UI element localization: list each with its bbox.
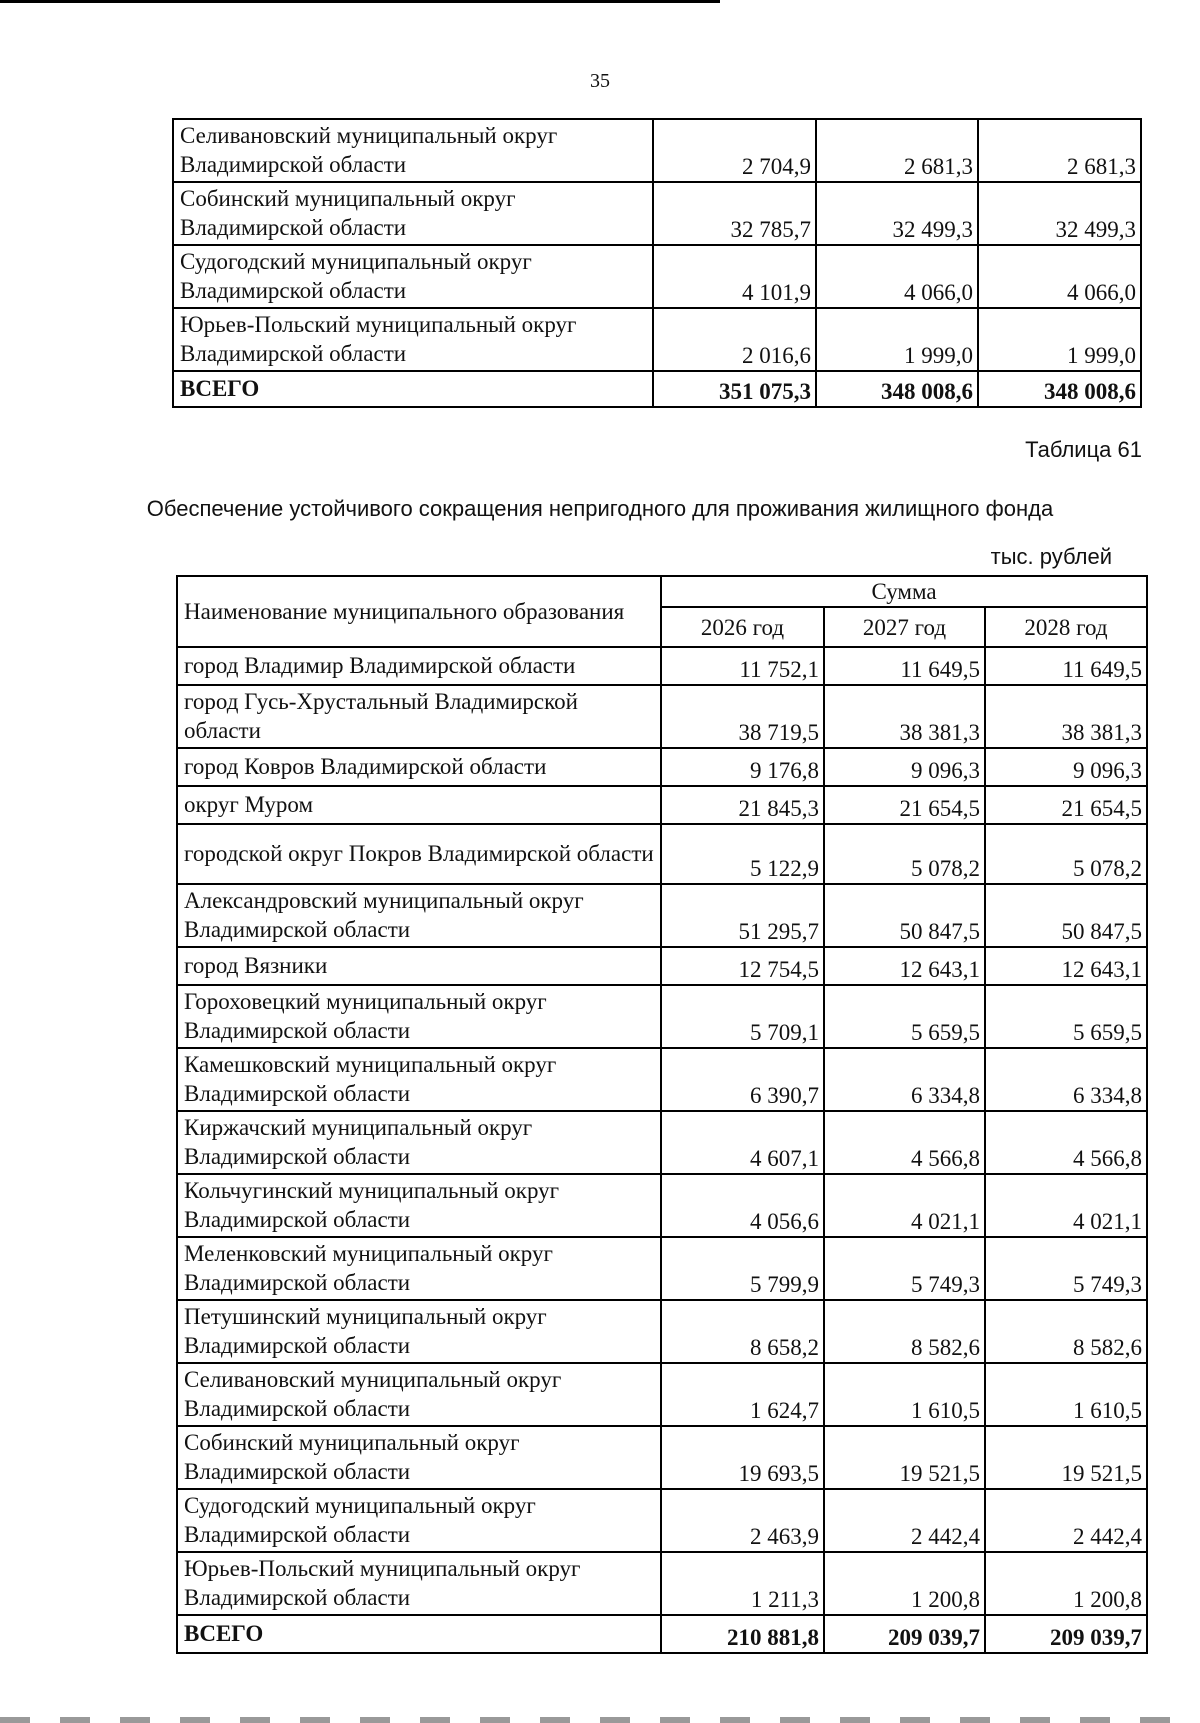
total-2026: 210 881,8	[661, 1615, 824, 1653]
value-2028: 4 066,0	[978, 245, 1141, 308]
table-row	[177, 1489, 1147, 1552]
value-2026: 12 754,5	[661, 947, 824, 985]
value-2027: 11 649,5	[824, 647, 985, 685]
total-2026: 351 075,3	[653, 371, 816, 407]
total-2027: 209 039,7	[824, 1615, 985, 1653]
total-2028: 209 039,7	[985, 1615, 1147, 1653]
value-2028: 9 096,3	[985, 748, 1147, 786]
row-name: Гороховецкий муниципальный округ Владимирской области	[177, 985, 661, 1048]
value-2028: 1 999,0	[978, 308, 1141, 371]
row-name: Меленковский муниципальный округ Владимирской области	[177, 1237, 661, 1300]
row-name: Киржачский муниципальный округ Владимирской области	[177, 1111, 661, 1174]
value-2028: 32 499,3	[978, 182, 1141, 245]
row-name: Судогодский муниципальный округ Владимирской области	[177, 1489, 661, 1552]
table-row	[177, 647, 1147, 685]
total-2028: 348 008,6	[978, 371, 1141, 407]
total-label: ВСЕГО	[173, 371, 653, 407]
header-name-column: Наименование муниципального образования	[177, 576, 661, 647]
value-2028: 21 654,5	[985, 786, 1147, 824]
total-row	[177, 1615, 1147, 1653]
table-previous-continuation	[172, 118, 1142, 408]
value-2027: 50 847,5	[824, 884, 985, 947]
value-2026: 6 390,7	[661, 1048, 824, 1111]
value-2027: 2 681,3	[816, 119, 978, 182]
value-2027: 12 643,1	[824, 947, 985, 985]
value-2026: 1 211,3	[661, 1552, 824, 1615]
value-2027: 4 566,8	[824, 1111, 985, 1174]
table-61	[176, 575, 1148, 1654]
row-name: город Вязники	[177, 947, 661, 985]
table-row	[177, 1048, 1147, 1111]
value-2026: 2 463,9	[661, 1489, 824, 1552]
value-2026: 2 704,9	[653, 119, 816, 182]
value-2026: 9 176,8	[661, 748, 824, 786]
value-2026: 32 785,7	[653, 182, 816, 245]
value-2028: 2 681,3	[978, 119, 1141, 182]
table-row	[177, 824, 1147, 884]
value-2028: 50 847,5	[985, 884, 1147, 947]
value-2026: 4 101,9	[653, 245, 816, 308]
value-2027: 38 381,3	[824, 685, 985, 748]
value-2026: 51 295,7	[661, 884, 824, 947]
value-2028: 2 442,4	[985, 1489, 1147, 1552]
value-2027: 5 078,2	[824, 824, 985, 884]
value-2028: 1 200,8	[985, 1552, 1147, 1615]
value-2027: 4 021,1	[824, 1174, 985, 1237]
value-2026: 21 845,3	[661, 786, 824, 824]
table-row	[173, 182, 1141, 245]
value-2027: 9 096,3	[824, 748, 985, 786]
value-2026: 2 016,6	[653, 308, 816, 371]
table-row	[177, 1426, 1147, 1489]
value-2027: 4 066,0	[816, 245, 978, 308]
row-name: город Ковров Владимирской области	[177, 748, 661, 786]
table-row	[177, 1174, 1147, 1237]
table-row	[177, 1300, 1147, 1363]
value-2026: 4 607,1	[661, 1111, 824, 1174]
table-title: Обеспечение устойчивого сокращения непригодного для проживания жилищного фонда	[146, 496, 1054, 521]
table-row	[177, 947, 1147, 985]
value-2028: 11 649,5	[985, 647, 1147, 685]
total-row	[173, 371, 1141, 407]
value-2026: 5 709,1	[661, 985, 824, 1048]
value-2026: 8 658,2	[661, 1300, 824, 1363]
value-2026: 5 799,9	[661, 1237, 824, 1300]
header-year-2028: 2028 год	[985, 607, 1147, 647]
value-2028: 12 643,1	[985, 947, 1147, 985]
value-2028: 38 381,3	[985, 685, 1147, 748]
table-row	[177, 786, 1147, 824]
scan-edge-marks	[0, 1717, 1200, 1723]
table-61-header	[177, 576, 1147, 647]
table-row	[173, 119, 1141, 182]
value-2027: 5 749,3	[824, 1237, 985, 1300]
row-name: округ Муром	[177, 786, 661, 824]
scan-edge-line	[0, 0, 720, 3]
table-row	[173, 308, 1141, 371]
value-2027: 8 582,6	[824, 1300, 985, 1363]
value-2027: 2 442,4	[824, 1489, 985, 1552]
value-2027: 6 334,8	[824, 1048, 985, 1111]
row-name: Селивановский муниципальный округ Владимирской области	[173, 119, 653, 182]
value-2026: 38 719,5	[661, 685, 824, 748]
value-2026: 5 122,9	[661, 824, 824, 884]
page-number: 35	[590, 70, 610, 92]
value-2026: 11 752,1	[661, 647, 824, 685]
value-2027: 19 521,5	[824, 1426, 985, 1489]
value-2027: 21 654,5	[824, 786, 985, 824]
header-year-2027: 2027 год	[824, 607, 985, 647]
value-2027: 1 999,0	[816, 308, 978, 371]
table-row	[177, 985, 1147, 1048]
row-name: Юрьев-Польский муниципальный округ Владимирской области	[177, 1552, 661, 1615]
total-2027: 348 008,6	[816, 371, 978, 407]
value-2028: 1 610,5	[985, 1363, 1147, 1426]
table-row	[173, 245, 1141, 308]
units-label: тыс. рублей	[990, 544, 1112, 569]
table-row	[177, 884, 1147, 947]
total-label: ВСЕГО	[177, 1615, 661, 1653]
row-name: Собинский муниципальный округ Владимирской области	[173, 182, 653, 245]
value-2028: 5 749,3	[985, 1237, 1147, 1300]
table-row	[177, 1552, 1147, 1615]
value-2028: 6 334,8	[985, 1048, 1147, 1111]
value-2026: 19 693,5	[661, 1426, 824, 1489]
row-name: Юрьев-Польский муниципальный округ Владимирской области	[173, 308, 653, 371]
header-year-2026: 2026 год	[661, 607, 824, 647]
header-sum: Сумма	[661, 576, 1147, 607]
value-2028: 5 078,2	[985, 824, 1147, 884]
value-2028: 5 659,5	[985, 985, 1147, 1048]
table-row	[177, 1111, 1147, 1174]
value-2028: 8 582,6	[985, 1300, 1147, 1363]
value-2027: 1 610,5	[824, 1363, 985, 1426]
value-2027: 5 659,5	[824, 985, 985, 1048]
row-name: городской округ Покров Владимирской области	[177, 824, 661, 884]
row-name: Собинский муниципальный округ Владимирской области	[177, 1426, 661, 1489]
value-2027: 1 200,8	[824, 1552, 985, 1615]
row-name: Кольчугинский муниципальный округ Владимирской области	[177, 1174, 661, 1237]
value-2026: 1 624,7	[661, 1363, 824, 1426]
value-2027: 32 499,3	[816, 182, 978, 245]
row-name: Селивановский муниципальный округ Владимирской области	[177, 1363, 661, 1426]
row-name: Камешковский муниципальный округ Владимирской области	[177, 1048, 661, 1111]
row-name: город Гусь-Хрустальный Владимирской области	[177, 685, 661, 748]
row-name: город Владимир Владимирской области	[177, 647, 661, 685]
value-2026: 4 056,6	[661, 1174, 824, 1237]
table-row	[177, 1363, 1147, 1426]
value-2028: 4 021,1	[985, 1174, 1147, 1237]
table-number-label: Таблица 61	[1025, 437, 1142, 462]
table-previous-body	[173, 119, 1141, 407]
table-row	[177, 748, 1147, 786]
table-row	[177, 1237, 1147, 1300]
row-name: Петушинский муниципальный округ Владимирской области	[177, 1300, 661, 1363]
value-2028: 19 521,5	[985, 1426, 1147, 1489]
value-2028: 4 566,8	[985, 1111, 1147, 1174]
row-name: Судогодский муниципальный округ Владимирской области	[173, 245, 653, 308]
table-61-body	[177, 647, 1147, 1653]
table-row	[177, 685, 1147, 748]
row-name: Александровский муниципальный округ Владимирской области	[177, 884, 661, 947]
